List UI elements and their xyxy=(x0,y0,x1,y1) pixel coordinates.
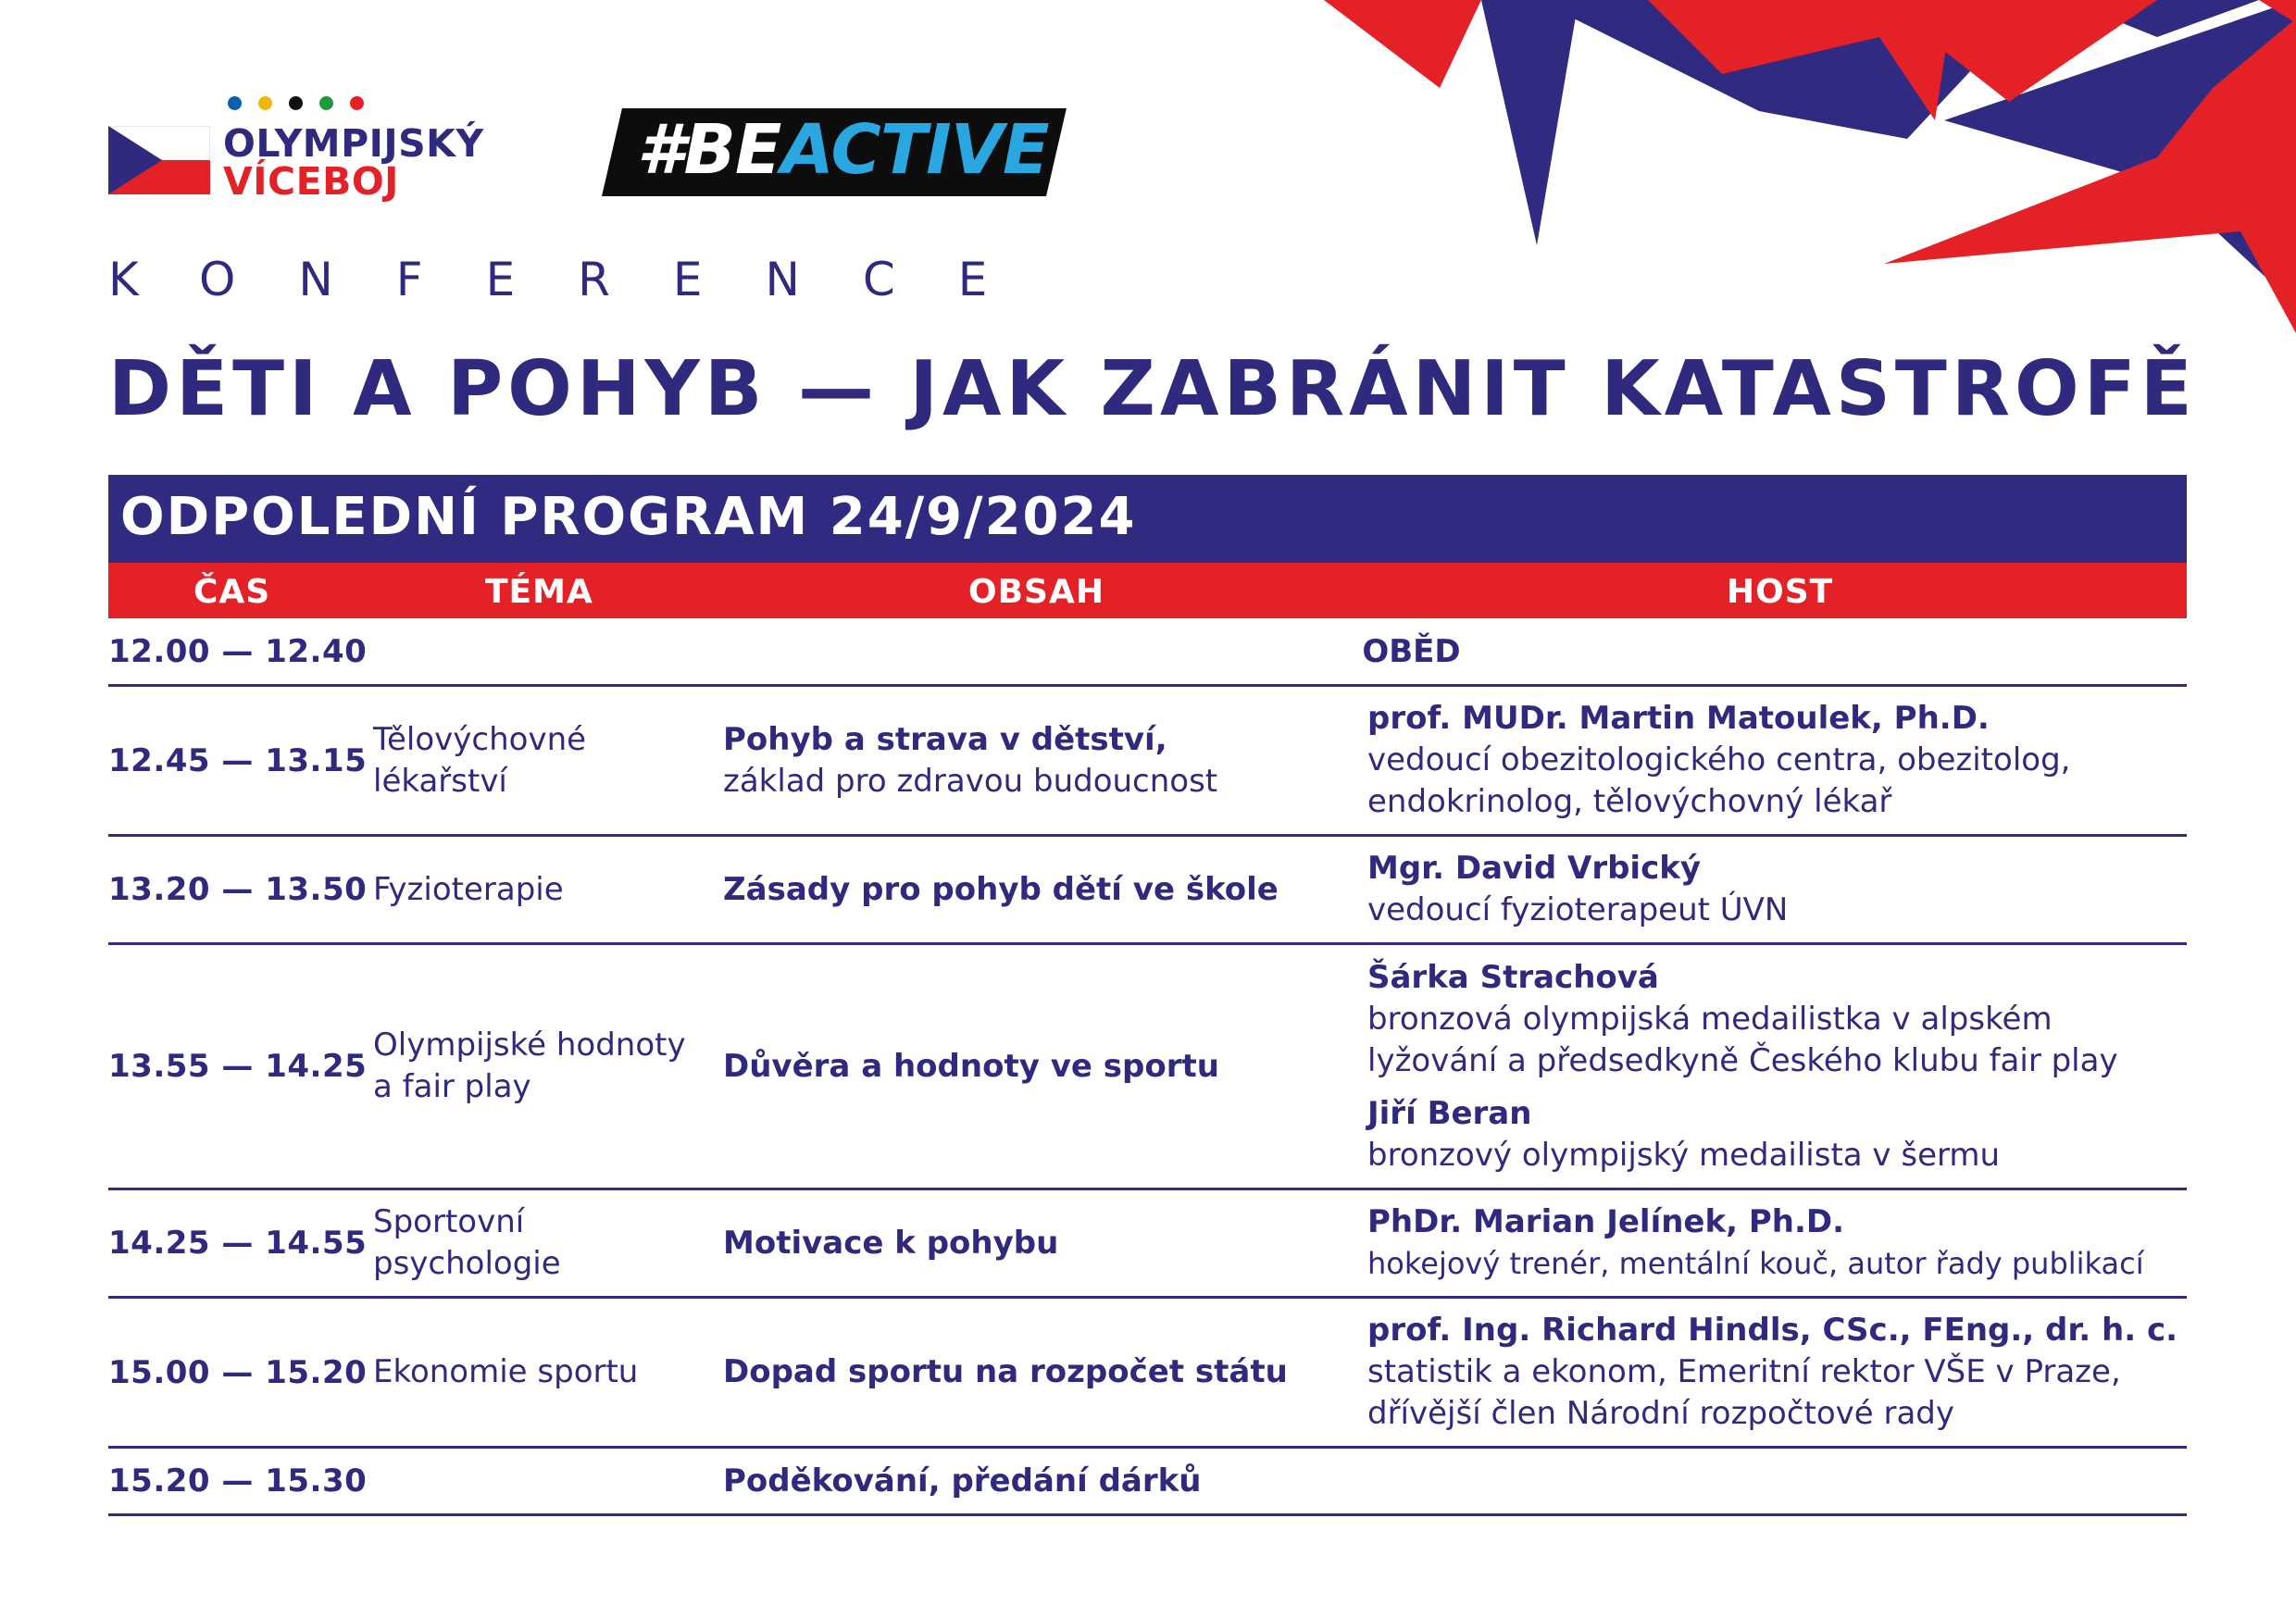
host-block xyxy=(1367,1093,2187,1176)
topic-line: a fair play xyxy=(373,1068,531,1105)
table-row xyxy=(108,1190,2187,1299)
host-name: prof. MUDr. Martin Matoulek, Ph.D. xyxy=(1367,700,1990,737)
row-topic xyxy=(373,1190,725,1296)
content-bold: Motivace k pohybu xyxy=(723,1224,1059,1262)
row-topic xyxy=(373,1299,725,1446)
header-topic: TÉMA xyxy=(485,573,593,611)
topic-line: Fyzioterapie xyxy=(373,870,564,908)
host-role-line: vedoucí fyzioterapeut ÚVN xyxy=(1367,891,1789,928)
row-content xyxy=(723,945,1464,1188)
row-content xyxy=(723,837,1464,942)
host-name: Jiří Beran xyxy=(1367,1094,1532,1132)
host-role-line: hokejový trenér, mentální kouč, autor řady publikací xyxy=(1367,1246,2144,1281)
table-header xyxy=(108,563,2187,618)
host-role-line: lyžování a předsedkyně Českého klubu fair play xyxy=(1367,1041,2118,1079)
row-content xyxy=(723,1299,1464,1446)
ring-dot-blue xyxy=(228,96,242,110)
program-title: ODPOLEDNÍ PROGRAM 24/9/2024 xyxy=(120,487,1137,547)
table-row xyxy=(108,945,2187,1190)
content-bold: Důvěra a hodnoty ve sportu xyxy=(723,1047,1219,1085)
star-shape-red-2 xyxy=(1648,0,1953,120)
host-name: Mgr. David Vrbický xyxy=(1367,850,1702,887)
host-block xyxy=(1367,698,2187,823)
content-bold: Zásady pro pohyb dětí ve škole xyxy=(723,870,1279,908)
header-host: HOST xyxy=(1727,573,1834,611)
ring-dot-yellow xyxy=(258,96,272,110)
topic-line: Tělovýchovné xyxy=(373,720,587,758)
ring-dot-green xyxy=(319,96,333,110)
host-block xyxy=(1367,957,2187,1082)
host-block xyxy=(1367,1310,2187,1435)
content-bold: Poděkování, předání dárků xyxy=(723,1462,1202,1500)
konference-label: KONFERENCE xyxy=(108,253,1051,306)
row-time: 14.25 — 14.55 xyxy=(108,1225,368,1262)
row-host xyxy=(1367,1299,2187,1446)
beactive-logo xyxy=(602,108,1049,196)
star-shape-navy-4 xyxy=(2065,0,2259,37)
ring-dot-red xyxy=(350,96,364,110)
row-topic xyxy=(373,945,725,1188)
topic-line: Sportovní xyxy=(373,1203,525,1240)
olympijsky-viceboj-logo xyxy=(108,96,525,204)
host-name: Šárka Strachová xyxy=(1367,958,1659,996)
star-shape-red-3 xyxy=(1879,0,2157,102)
table-row xyxy=(108,687,2187,837)
row-host xyxy=(1367,687,2187,834)
logo-line-2: VÍCEBOJ xyxy=(223,159,399,204)
host-block xyxy=(1367,848,2187,931)
host-role-line: bronzový olympijský medailista v šermu xyxy=(1367,1136,2001,1174)
table-row xyxy=(108,1299,2187,1449)
conference-title: DĚTI A POHYB — JAK ZABRÁNIT KATASTROFĚ xyxy=(108,345,2197,433)
logo-line-1: OLYMPIJSKÝ xyxy=(223,121,484,166)
table-row xyxy=(108,1449,2187,1516)
row-time: 15.20 — 15.30 xyxy=(108,1462,368,1500)
star-shape-red-4 xyxy=(1884,19,2296,333)
host-name: PhDr. Marian Jelínek, Ph.D. xyxy=(1367,1203,1845,1240)
row-time: 15.00 — 15.20 xyxy=(108,1353,368,1391)
host-role-line: vedoucí obezitologického centra, obezitolog, xyxy=(1367,741,2071,778)
star-shape-navy-2 xyxy=(1537,0,2037,139)
topic-line: lékařství xyxy=(373,762,507,800)
host-role-line: bronzová olympijská medailistka v alpském xyxy=(1367,1000,2053,1038)
row-topic xyxy=(373,837,725,942)
header-content: OBSAH xyxy=(968,573,1104,611)
row-content xyxy=(723,687,1464,834)
topic-line: Ekonomie sportu xyxy=(373,1353,639,1390)
table-row xyxy=(108,618,2187,687)
star-shape-red-1 xyxy=(1324,0,1481,88)
row-content xyxy=(723,1449,1464,1513)
program-band xyxy=(108,475,2187,563)
topic-line: psychologie xyxy=(373,1245,561,1282)
table-row xyxy=(108,837,2187,945)
content-normal: základ pro zdravou budoucnost xyxy=(723,762,1218,800)
row-time: 12.00 — 12.40 xyxy=(108,632,368,670)
header-time: ČAS xyxy=(193,573,271,611)
row-time: 13.20 — 13.50 xyxy=(108,871,368,908)
topic-line: Olympijské hodnoty xyxy=(373,1027,686,1064)
olympic-rings-icon xyxy=(228,96,364,111)
ring-dot-black xyxy=(289,96,303,110)
beactive-text xyxy=(637,110,1049,190)
lunch-label: OBĚD xyxy=(1362,632,1461,670)
beactive-active-part: ACTIVE xyxy=(780,110,1049,190)
host-role-line: endokrinolog, tělovýchovný lékař xyxy=(1367,783,1892,820)
host-name: prof. Ing. Richard Hindls, CSc., FEng., dr. h. c. xyxy=(1367,1312,2178,1349)
row-topic xyxy=(373,687,725,834)
row-host xyxy=(1367,837,2187,942)
content-bold: Dopad sportu na rozpočet státu xyxy=(723,1353,1288,1390)
host-block xyxy=(1367,1201,2187,1285)
row-host xyxy=(1367,945,2187,1188)
star-shape-navy-3 xyxy=(1944,0,2296,305)
czech-flag-icon xyxy=(108,126,210,194)
content-bold: Pohyb a strava v dětství, xyxy=(723,720,1167,758)
host-role-line: statistik a ekonom, Emeritní rektor VŠE v Praze, xyxy=(1367,1353,2121,1390)
program-table xyxy=(108,618,2187,1516)
beactive-hash-part: #BE xyxy=(637,110,781,190)
row-content xyxy=(723,1190,1464,1296)
host-role-line: dřívější člen Národní rozpočtové rady xyxy=(1367,1395,1955,1432)
star-shape-red-5 xyxy=(2259,0,2296,23)
row-time: 13.55 — 14.25 xyxy=(108,1048,368,1085)
star-shape-navy-1 xyxy=(1481,0,1578,245)
row-time: 12.45 — 13.15 xyxy=(108,741,368,779)
row-host xyxy=(1367,1190,2187,1296)
